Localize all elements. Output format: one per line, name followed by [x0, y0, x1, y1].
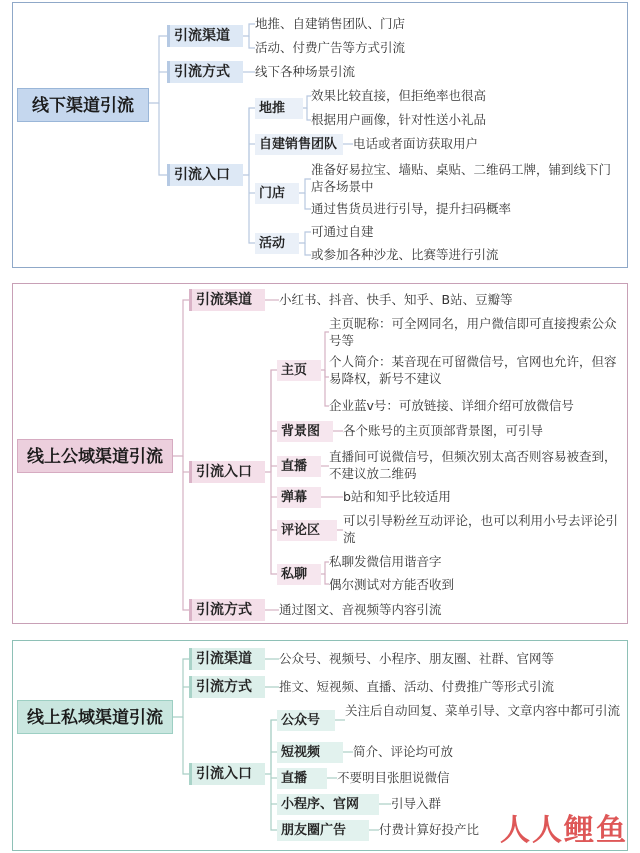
- offline-event-item-1: 可通过自建: [311, 224, 374, 239]
- public-channels-item-1: 小红书、抖音、快手、知乎、B站、豆瓣等: [279, 292, 513, 307]
- offline-store-item-2: 通过售货员进行引导，提升扫码概率: [311, 201, 512, 216]
- offline-ground-item-1: 效果比较直接，但拒绝率也很高: [311, 88, 487, 103]
- offline-channels-item-1: 地推、自建销售团队、门店: [255, 16, 406, 31]
- public-channel-panel: [12, 283, 628, 624]
- offline-root-node: 线下渠道引流: [17, 88, 149, 122]
- private-official-node: 公众号: [277, 710, 335, 731]
- public-danmaku-node: 弹幕: [277, 487, 321, 508]
- public-live-item-1: 直播间可说微信号，但频次别太高否则容易被查到，不建议放二维码: [329, 449, 617, 481]
- offline-team-node: 自建销售团队: [255, 134, 343, 155]
- private-video-node: 短视频: [277, 742, 343, 763]
- private-moments-item-1: 付费计算好投产比: [379, 822, 480, 837]
- public-homepage-item-2: 个人简介：某音现在可留微信号，官网也允许，但容易降权，新号不建议: [329, 354, 617, 386]
- public-homepage-item-1: 主页昵称：可全网同名，用户微信即可直接搜索公众号等: [329, 316, 617, 348]
- public-comments-node: 评论区: [277, 520, 337, 541]
- private-live-node: 直播: [277, 768, 327, 789]
- private-miniapp-node: 小程序、官网: [277, 794, 379, 815]
- offline-team-item-1: 电话或者面访获取用户: [353, 136, 479, 151]
- private-entry-node: 引流入口: [189, 763, 265, 785]
- public-dm-item-2: 偶尔测试对方能否收到: [329, 577, 455, 592]
- offline-event-item-2: 或参加各种沙龙、比赛等进行引流: [311, 247, 499, 262]
- private-channels-node: 引流渠道: [189, 648, 265, 670]
- private-methods-item-1: 推文、短视频、直播、活动、付费推广等形式引流: [279, 679, 555, 694]
- offline-methods-node: 引流方式: [167, 61, 243, 83]
- offline-ground-node: 地推: [255, 98, 303, 119]
- public-danmaku-item-1: b站和知乎比较适用: [343, 489, 451, 504]
- offline-event-node: 活动: [255, 233, 299, 254]
- offline-store-item-1: 准备好易拉宝、墙贴、桌贴、二维码工牌，铺到线下门店各场景中: [311, 162, 612, 194]
- public-homepage-item-3: 企业蓝v号：可放链接、详细介绍可放微信号: [329, 398, 574, 413]
- private-video-item-1: 简介、评论均可放: [353, 744, 454, 759]
- private-official-item-1: 关注后自动回复、菜单引导、文章内容中都可引流: [345, 703, 621, 718]
- private-methods-node: 引流方式: [189, 676, 265, 698]
- offline-store-node: 门店: [255, 183, 299, 204]
- public-root-node: 线上公域渠道引流: [17, 439, 173, 473]
- public-comments-item-1: 可以引导粉丝互动评论，也可以利用小号去评论引流: [343, 513, 619, 545]
- private-moments-node: 朋友圈广告: [277, 820, 369, 841]
- private-root-node: 线上私域渠道引流: [17, 700, 173, 734]
- offline-methods-item-1: 线下各种场景引流: [255, 64, 356, 79]
- offline-channels-item-2: 活动、付费广告等方式引流: [255, 40, 406, 55]
- public-dm-node: 私聊: [277, 564, 321, 585]
- public-methods-node: 引流方式: [189, 599, 265, 621]
- public-homepage-node: 主页: [277, 360, 321, 381]
- offline-ground-item-2: 根据用户画像，针对性送小礼品: [311, 112, 487, 127]
- private-miniapp-item-1: 引导入群: [391, 796, 442, 811]
- private-live-item-1: 不要明目张胆说微信: [337, 770, 450, 785]
- offline-channel-panel: [12, 2, 628, 268]
- public-channels-node: 引流渠道: [189, 289, 265, 311]
- public-entry-node: 引流入口: [189, 461, 265, 483]
- offline-entry-node: 引流入口: [167, 164, 243, 186]
- offline-channels-node: 引流渠道: [167, 25, 243, 47]
- watermark-logo: 人人鲤鱼: [500, 813, 628, 848]
- public-live-node: 直播: [277, 456, 321, 477]
- public-dm-item-1: 私聊发微信用谐音字: [329, 554, 442, 569]
- public-background-item-1: 各个账号的主页顶部背景图，可引导: [343, 423, 544, 438]
- public-background-node: 背景图: [277, 421, 333, 442]
- private-channels-item-1: 公众号、视频号、小程序、朋友圈、社群、官网等: [279, 651, 555, 666]
- public-methods-item-1: 通过图文、音视频等内容引流: [279, 602, 442, 617]
